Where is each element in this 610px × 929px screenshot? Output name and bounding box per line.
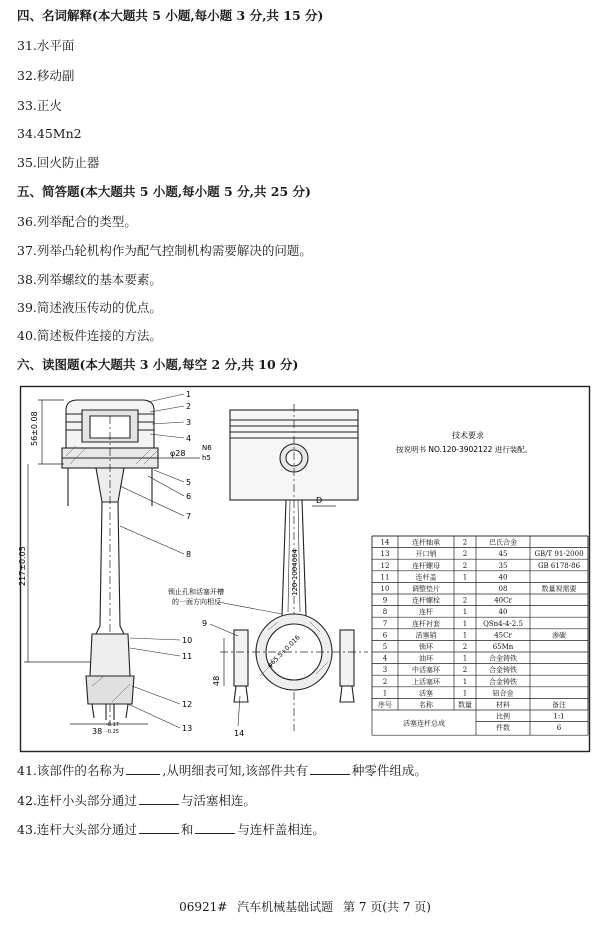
bom-cell: 40 bbox=[498, 608, 508, 617]
bom-cell: 4 bbox=[382, 654, 388, 663]
callout-6: 6 bbox=[186, 492, 192, 501]
bom-cell: 40 bbox=[498, 573, 508, 582]
bom-cell: 上活塞环 bbox=[412, 677, 440, 686]
question-42 bbox=[17, 793, 256, 809]
bom-cell: 巴氏合金 bbox=[489, 538, 517, 547]
bom-cell: 3 bbox=[382, 666, 388, 675]
q41-part-b: ,从明细表可知,该部件共有 bbox=[162, 763, 308, 778]
bom-cell: 活塞 bbox=[419, 689, 433, 698]
question-33: 33.正火 bbox=[17, 98, 62, 113]
assembly-drawing-svg bbox=[20, 386, 590, 752]
dim-tol-bottom: -0.25 bbox=[106, 729, 119, 735]
bom-cell: 合金铸铁 bbox=[489, 677, 517, 686]
q43-part-b: 和 bbox=[180, 822, 194, 837]
bom-cell: 连杆螺栓 bbox=[412, 596, 440, 605]
question-41 bbox=[17, 763, 427, 779]
dim-length: 217±0.05 bbox=[18, 546, 27, 586]
callout-7: 7 bbox=[186, 512, 192, 521]
tech-requirements-title: 技术要求 bbox=[452, 431, 484, 440]
bom-cell: 5 bbox=[382, 643, 388, 651]
dim-rod-number: 120-1004064 bbox=[291, 548, 299, 596]
bom-cell: 2 bbox=[462, 643, 468, 651]
bom-cell: 14 bbox=[380, 538, 390, 547]
bom-cell: 1 bbox=[462, 608, 468, 617]
exam-title: 汽车机械基础试题 bbox=[237, 900, 334, 914]
bom-cell: 2 bbox=[462, 666, 468, 675]
section-4-heading: 四、名词解释(本大题共 5 小题,每小题 3 分,共 15 分) bbox=[17, 8, 324, 23]
bom-cell: 1 bbox=[462, 689, 468, 698]
bom-cell: 开口销 bbox=[415, 550, 437, 559]
exam-code: 06921# bbox=[179, 900, 228, 914]
bom-cell: 45Cr bbox=[494, 631, 512, 640]
page-number: 第 7 页(共 7 页) bbox=[343, 900, 431, 914]
dim-top: 56±0.08 bbox=[30, 411, 39, 446]
callout-13: 13 bbox=[182, 724, 193, 733]
bom-cell: 1 bbox=[382, 689, 388, 698]
dim-label-d: D bbox=[316, 496, 323, 505]
bom-cell: 2 bbox=[462, 550, 468, 559]
dim-big-end: φ65.5+0.016 bbox=[265, 633, 302, 670]
bom-cell: 8 bbox=[382, 608, 388, 617]
bom-cell: 合金铸铁 bbox=[489, 654, 517, 663]
question-43 bbox=[17, 822, 325, 838]
question-36: 36.列举配合的类型。 bbox=[17, 214, 137, 229]
bom-cell: 合金铸铁 bbox=[489, 666, 517, 675]
bom-cell: 6 bbox=[382, 631, 388, 640]
bom-cell: 1 bbox=[462, 677, 468, 686]
tech-requirements-text: 按说明书 NO.120-3902122 进行装配。 bbox=[396, 445, 533, 454]
bom-cell: GB/T 91-2000 bbox=[534, 550, 584, 559]
assembly-note-line1: 锁止孔和活塞开槽 bbox=[168, 588, 224, 596]
bom-cell: 9 bbox=[382, 596, 388, 605]
question-39: 39.简述液压传动的优点。 bbox=[17, 300, 162, 315]
dim-fit-top: N6 bbox=[202, 444, 212, 452]
assembly-drawing bbox=[20, 386, 590, 752]
dim-pin-dia: φ28 bbox=[170, 449, 186, 458]
bom-cell: 1 bbox=[462, 654, 468, 663]
bom-cell: 2 bbox=[462, 561, 468, 570]
callout-9: 9 bbox=[202, 619, 208, 628]
bom-cell: 35 bbox=[498, 561, 508, 570]
callout-5: 5 bbox=[186, 478, 192, 487]
bom-cell: 65Mn bbox=[492, 643, 514, 651]
bom-cell: 40Cr bbox=[494, 596, 512, 605]
callout-3: 3 bbox=[186, 418, 192, 427]
q43-part-a: 43.连杆大头部分通过 bbox=[17, 822, 137, 837]
question-38: 38.列举螺纹的基本要素。 bbox=[17, 272, 162, 287]
bom-cell: 1 bbox=[462, 573, 468, 582]
bom-cell: 调整垫片 bbox=[412, 585, 440, 593]
bom-cell: 10 bbox=[380, 585, 390, 593]
q43-blank-1[interactable] bbox=[139, 822, 179, 834]
dim-tol-top: -0.17 bbox=[106, 722, 119, 728]
bom-cell: QSn4-4-2.5 bbox=[483, 619, 523, 628]
scale-value: 1:1 bbox=[553, 712, 565, 721]
bom-cell: 连杆 bbox=[419, 608, 433, 617]
scale-label: 比例 bbox=[496, 712, 510, 721]
bom-cell: 连杆盖 bbox=[415, 573, 437, 582]
callout-14: 14 bbox=[234, 729, 245, 738]
question-40: 40.简述板件连接的方法。 bbox=[17, 328, 162, 343]
bom-cell: 油环 bbox=[419, 654, 433, 663]
q41-blank-2[interactable] bbox=[310, 763, 350, 775]
bom-cell: GB 6178-86 bbox=[537, 561, 581, 570]
bom-cell: 7 bbox=[382, 619, 388, 628]
bom-cell: 活塞销 bbox=[415, 631, 437, 640]
bom-cell: 12 bbox=[380, 561, 390, 570]
bom-cell: 渗碳 bbox=[552, 631, 566, 640]
q42-part-a: 42.连杆小头部分通过 bbox=[17, 793, 137, 808]
page-footer bbox=[0, 898, 610, 915]
callout-2: 2 bbox=[186, 402, 192, 411]
bom-header-cell: 名称 bbox=[419, 701, 433, 709]
question-31: 31.水平面 bbox=[17, 38, 75, 53]
bom-cell: 45 bbox=[498, 550, 508, 559]
q42-part-b: 与活塞相连。 bbox=[180, 793, 256, 808]
bom-cell: 11 bbox=[380, 573, 390, 582]
bom-cell: 连杆螺母 bbox=[412, 561, 440, 570]
section-5-heading: 五、简答题(本大题共 5 小题,每小题 5 分,共 25 分) bbox=[17, 184, 311, 199]
callout-8: 8 bbox=[186, 550, 192, 559]
question-32: 32.移动副 bbox=[17, 68, 75, 83]
bom-cell: 1 bbox=[462, 619, 468, 628]
dim-bottom-width: 38 bbox=[92, 727, 103, 736]
q42-blank-1[interactable] bbox=[139, 793, 179, 805]
callout-1: 1 bbox=[186, 390, 192, 399]
bom-cell: 数量视需要 bbox=[541, 585, 577, 593]
section-6-heading: 六、读图题(本大题共 3 小题,每空 2 分,共 10 分) bbox=[17, 357, 299, 372]
question-35: 35.回火防止器 bbox=[17, 155, 100, 170]
count-label: 件数 bbox=[496, 724, 510, 733]
bom-header-cell: 材料 bbox=[496, 701, 510, 709]
bom-cell: 连杆轴承 bbox=[412, 538, 440, 547]
assembly-title: 活塞连杆总成 bbox=[403, 719, 445, 728]
bom-cell: 锁环 bbox=[419, 643, 433, 651]
q43-blank-2[interactable] bbox=[195, 822, 235, 834]
bom-cell: 中活塞环 bbox=[412, 666, 440, 675]
bom-cell: 1 bbox=[462, 631, 468, 640]
question-34: 34.45Mn2 bbox=[17, 126, 82, 141]
q43-part-c: 与连杆盖相连。 bbox=[237, 822, 325, 837]
callout-10: 10 bbox=[182, 636, 193, 645]
bom-cell: 2 bbox=[462, 538, 468, 547]
dim-bottom-height: 48 bbox=[212, 675, 221, 686]
bom-cell: 13 bbox=[380, 550, 390, 559]
question-37: 37.列举凸轮机构作为配气控制机构需要解决的问题。 bbox=[17, 243, 312, 258]
q41-part-a: 41.该部件的名称为 bbox=[17, 763, 125, 778]
q41-blank-1[interactable] bbox=[126, 763, 160, 775]
bom-header-cell: 备注 bbox=[552, 701, 566, 709]
callout-12: 12 bbox=[182, 700, 193, 709]
dim-fit-bottom: h5 bbox=[202, 454, 211, 462]
assembly-note-line2: 的一面方向相反 bbox=[172, 598, 221, 606]
bom-header-cell: 数量 bbox=[458, 701, 472, 709]
q41-part-c: 种零件组成。 bbox=[351, 763, 427, 778]
count-value: 6 bbox=[556, 724, 562, 733]
bom-cell: 2 bbox=[382, 677, 388, 686]
bom-cell: 08 bbox=[498, 585, 508, 593]
bom-cell: 铝合金 bbox=[492, 689, 514, 698]
bom-header-cell: 序号 bbox=[378, 701, 392, 709]
bom-cell: 2 bbox=[462, 596, 468, 605]
callout-4: 4 bbox=[186, 434, 192, 443]
bom-cell: 连杆衬套 bbox=[412, 619, 440, 628]
callout-11: 11 bbox=[182, 652, 193, 661]
